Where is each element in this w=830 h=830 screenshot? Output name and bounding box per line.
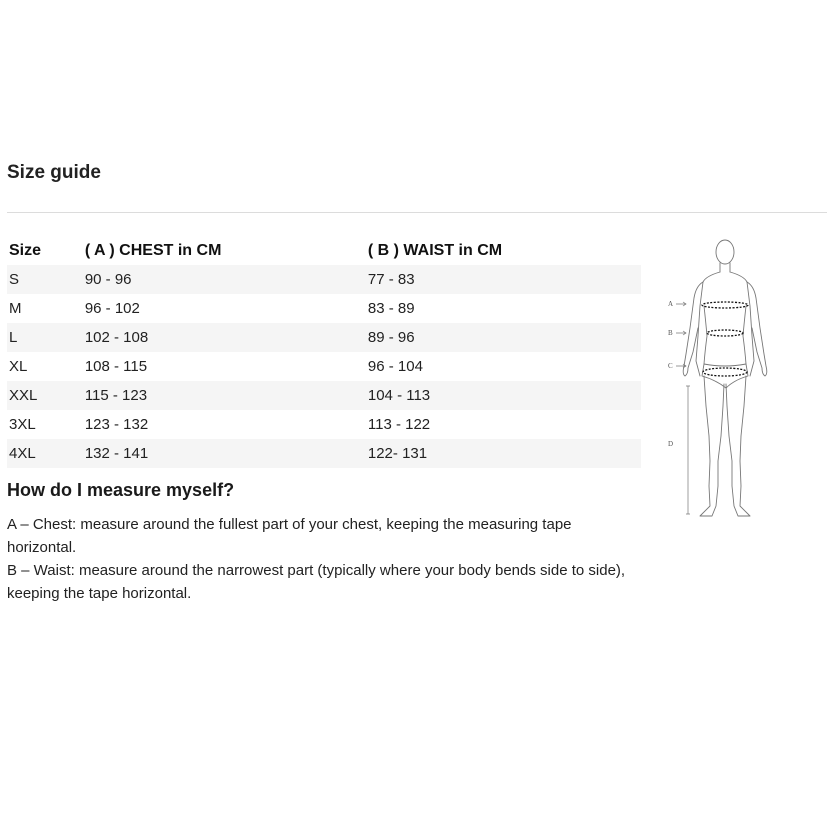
label-a: A: [668, 300, 674, 308]
size-cell: XL: [9, 358, 28, 375]
chest-cell: 96 - 102: [84, 300, 140, 317]
size-cell: 3XL: [9, 416, 36, 433]
waist-cell: 83 - 89: [367, 300, 415, 317]
size-cell: XXL: [7, 381, 85, 410]
chest-cell: 132 - 141: [85, 439, 368, 468]
waist-cell: 104 - 113: [368, 381, 641, 410]
size-cell: 4XL: [7, 439, 85, 468]
measurement-instructions: [7, 513, 627, 605]
figure-left-leg: [700, 376, 724, 516]
table-row: [7, 323, 641, 352]
table-row: [7, 439, 641, 468]
waist-cell: 89 - 96: [368, 323, 641, 352]
column-header-waist: ( B ) WAIST in CM: [367, 241, 503, 259]
label-b-arrow: [676, 331, 686, 335]
table-header-row: [7, 236, 641, 265]
waist-cell: 96 - 104: [367, 358, 423, 375]
body-measurement-figure: [660, 236, 770, 526]
table-row: [7, 381, 641, 410]
table-row: [7, 265, 641, 294]
chest-cell: 108 - 115: [84, 358, 148, 375]
size-chart-table: [7, 236, 641, 468]
waist-cell: 113 - 122: [367, 416, 431, 433]
figure-head: [716, 240, 734, 264]
chest-cell: 102 - 108: [85, 323, 368, 352]
size-cell: L: [7, 323, 85, 352]
label-c: C: [668, 362, 673, 370]
inseam-measure-line: [686, 386, 690, 514]
waist-measure-band: [707, 330, 743, 336]
chest-instruction: A – Chest: measure around the fullest part of your chest, keeping the measuring tape horizontal.: [7, 516, 572, 556]
size-cell: M: [9, 300, 22, 317]
figure-right-arm: [747, 282, 767, 376]
chest-cell: 123 - 132: [84, 416, 149, 433]
size-cell: S: [7, 265, 85, 294]
label-c-arrow: [676, 364, 686, 368]
label-d: D: [668, 440, 674, 448]
label-a-arrow: [676, 302, 686, 306]
column-header-size: Size: [9, 241, 42, 259]
waist-instruction: B – Waist: measure around the narrowest part (typically where your body bends side to side), keeping the tape horizontal.: [7, 562, 626, 602]
figure-left-arm: [683, 282, 703, 376]
chest-cell: 90 - 96: [85, 265, 368, 294]
page-title: Size guide: [7, 162, 101, 183]
label-b: B: [668, 329, 673, 337]
figure-right-leg: [726, 376, 750, 516]
column-header-chest: ( A ) CHEST in CM: [84, 241, 222, 259]
divider: [7, 212, 827, 213]
waist-cell: 77 - 83: [368, 265, 641, 294]
measure-heading: How do I measure myself?: [7, 480, 235, 500]
chest-cell: 115 - 123: [85, 381, 368, 410]
waist-cell: 122- 131: [368, 439, 641, 468]
table-row: [7, 352, 641, 381]
chest-measure-band: [702, 302, 748, 308]
table-row: [7, 410, 641, 439]
table-row: [7, 294, 641, 323]
hip-measure-band: [703, 368, 747, 376]
